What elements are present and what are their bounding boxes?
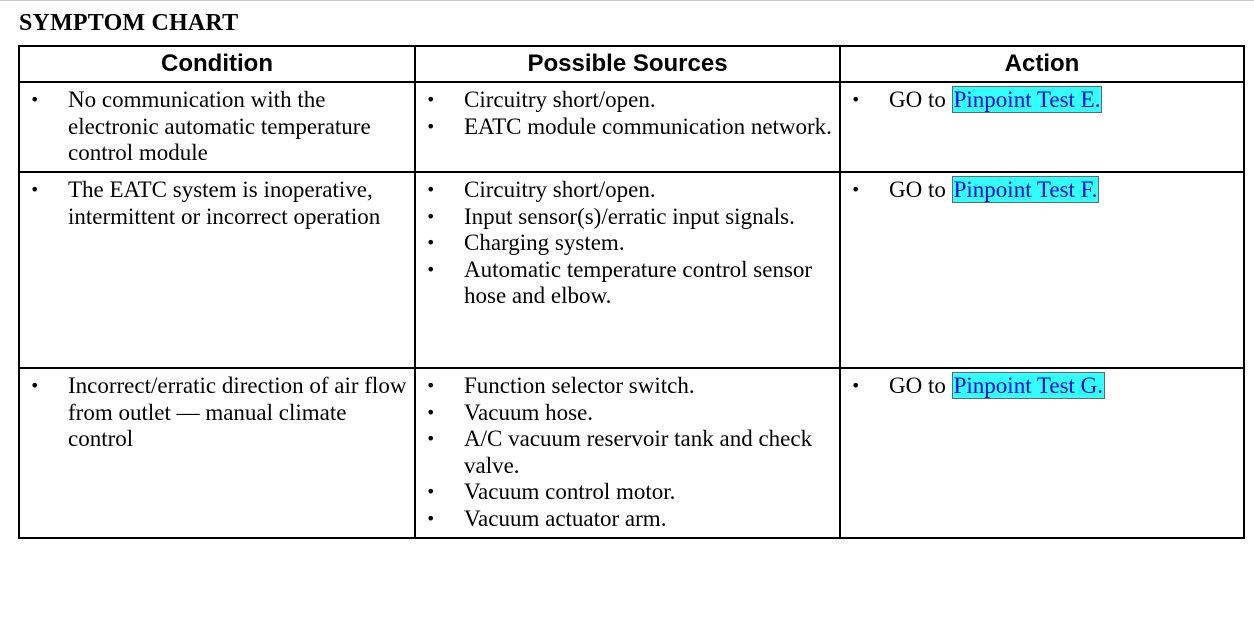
pinpoint-test-e-link[interactable]: Pinpoint Test E. bbox=[953, 87, 1101, 112]
sources-list bbox=[426, 373, 833, 532]
bullet-icon: • bbox=[426, 508, 436, 528]
list-item: • Vacuum hose. bbox=[426, 399, 594, 425]
condition-cell bbox=[19, 82, 415, 172]
list-item: • EATC module communication network. bbox=[426, 113, 832, 139]
bullet-icon: • bbox=[426, 116, 436, 136]
sources-list bbox=[426, 177, 833, 310]
column-header-action: Action bbox=[840, 46, 1244, 82]
action-list bbox=[851, 87, 1237, 114]
table-header-row bbox=[19, 46, 1244, 82]
bullet-icon: • bbox=[851, 180, 861, 199]
top-divider bbox=[0, 0, 1254, 1]
bullet-icon: • bbox=[851, 90, 861, 109]
bullet-icon: • bbox=[851, 376, 861, 395]
bullet-icon: • bbox=[30, 376, 40, 395]
condition-list bbox=[30, 373, 408, 453]
bullet-icon: • bbox=[426, 402, 436, 422]
bullet-icon: • bbox=[426, 90, 436, 109]
symptom-table bbox=[18, 45, 1245, 539]
list-item: • Vacuum actuator arm. bbox=[426, 505, 667, 531]
list-item: • Automatic temperature control sensor hose and elbow. bbox=[426, 256, 813, 308]
sources-cell bbox=[415, 172, 840, 368]
list-item bbox=[851, 87, 1237, 114]
table-row bbox=[19, 172, 1244, 368]
action-prefix: GO to bbox=[889, 87, 946, 112]
bullet-icon: • bbox=[30, 90, 40, 109]
table-row bbox=[19, 368, 1244, 538]
action-prefix: GO to bbox=[889, 373, 946, 398]
list-item: • Circuitry short/open. bbox=[426, 177, 656, 202]
column-header-possible-sources: Possible Sources bbox=[415, 46, 840, 82]
condition-cell bbox=[19, 368, 415, 538]
sources-list bbox=[426, 87, 833, 140]
column-header-condition: Condition bbox=[19, 46, 415, 82]
bullet-icon: • bbox=[426, 180, 436, 199]
list-item: • Incorrect/erratic direction of air flow from outlet — manual climate control bbox=[30, 373, 407, 451]
bullet-icon: • bbox=[30, 180, 40, 199]
list-item: • Vacuum control motor. bbox=[426, 479, 676, 504]
list-item bbox=[851, 373, 1237, 400]
list-item: • Charging system. bbox=[426, 230, 625, 255]
list-item: • A/C vacuum reservoir tank and check valve. bbox=[426, 426, 813, 478]
action-list bbox=[851, 373, 1237, 400]
page-title: SYMPTOM CHART bbox=[19, 10, 239, 36]
table-row bbox=[19, 82, 1244, 172]
sources-cell bbox=[415, 82, 840, 172]
bullet-icon: • bbox=[426, 206, 436, 226]
action-prefix: GO to bbox=[889, 177, 946, 202]
bullet-icon: • bbox=[426, 259, 436, 279]
list-item: • Function selector switch. bbox=[426, 373, 695, 398]
bullet-icon: • bbox=[426, 482, 436, 501]
list-item: • No communication with the electronic automatic temperature control module bbox=[30, 87, 371, 165]
bullet-icon: • bbox=[426, 233, 436, 252]
action-list bbox=[851, 177, 1237, 204]
sources-cell bbox=[415, 368, 840, 538]
action-cell bbox=[840, 172, 1244, 368]
condition-list bbox=[30, 87, 408, 167]
bullet-icon: • bbox=[426, 429, 436, 448]
list-item: • Input sensor(s)/erratic input signals. bbox=[426, 203, 795, 229]
list-item bbox=[851, 177, 1237, 204]
list-item: • The EATC system is inoperative, intermittent or incorrect operation bbox=[30, 177, 381, 229]
action-cell bbox=[840, 368, 1244, 538]
list-item: • Circuitry short/open. bbox=[426, 87, 656, 112]
pinpoint-test-g-link[interactable]: Pinpoint Test G. bbox=[953, 373, 1104, 398]
condition-list bbox=[30, 177, 408, 230]
action-cell bbox=[840, 82, 1244, 172]
pinpoint-test-f-link[interactable]: Pinpoint Test F. bbox=[953, 177, 1098, 202]
bullet-icon: • bbox=[426, 376, 436, 395]
condition-cell bbox=[19, 172, 415, 368]
